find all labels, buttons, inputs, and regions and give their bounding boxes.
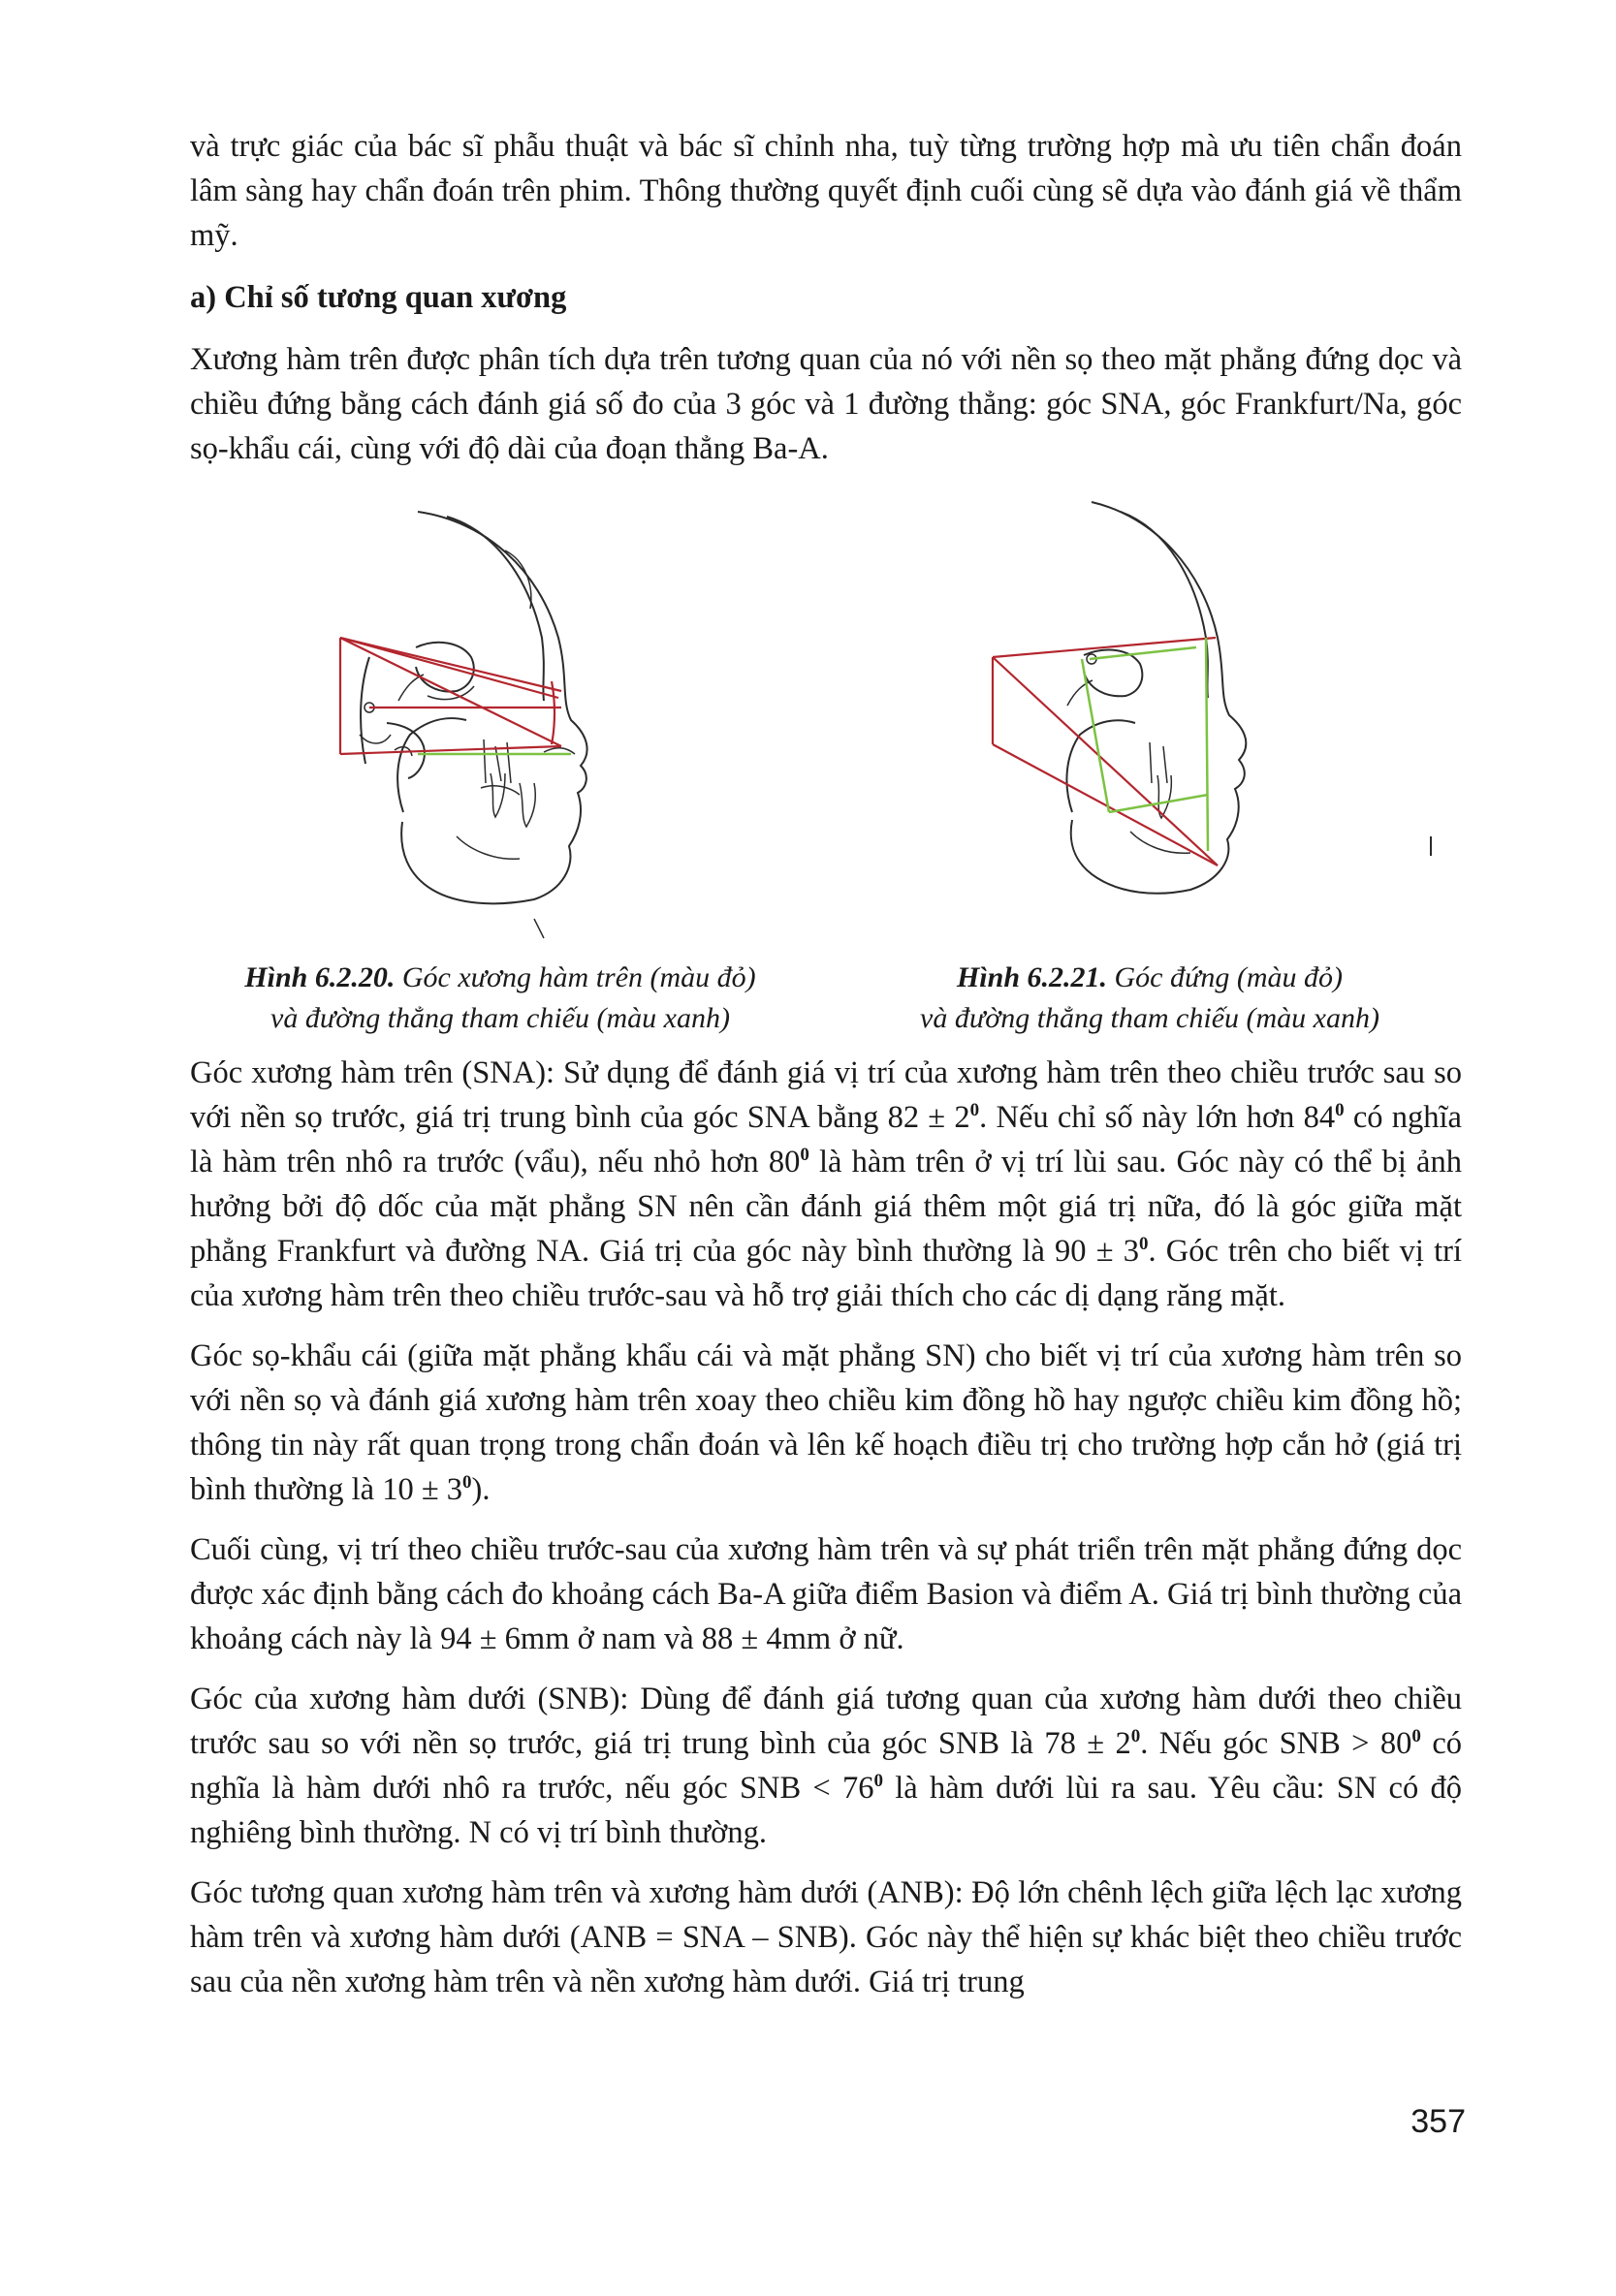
caption-text: Góc đứng (màu đỏ)	[1107, 961, 1344, 993]
degree-superscript: 0	[1130, 1726, 1141, 1747]
text-run: là hàm dưới lùi ra sau. Yêu cầu: SN có độ nghiêng bình thường. N có vị trí bình thường.	[190, 1771, 1462, 1850]
figure-caption-6-2-21	[859, 958, 1441, 1039]
figure-6-2-21	[975, 492, 1441, 948]
figure-captions	[190, 958, 1462, 1051]
paragraph-maxilla-analysis: Xương hàm trên được phân tích dựa trên tương quan của nó với nền sọ theo mặt phẳng đứng dọc và chiều đứng bằng cách đánh giá số đo của 3 góc và 1 đường thẳng: góc SNA, góc Frankfurt/Na, góc sọ-khẩu cái, cùng với độ dài của đoạn thẳng Ba-A.	[190, 342, 1462, 466]
text-run: . Góc trên cho biết vị trí của xương hàm trên theo chiều trước-sau và hỗ trợ giải thích cho các dị dạng răng mặt.	[190, 1234, 1463, 1313]
text-run: có nghĩa là hàm trên nhô ra trước (vẩu), nếu nhỏ hơn 80	[190, 1100, 1462, 1179]
figure-6-2-20	[301, 492, 767, 948]
degree-superscript: 0	[1411, 1726, 1421, 1747]
text-run: có nghĩa là hàm dưới nhô ra trước, nếu góc SNB < 76	[190, 1726, 1462, 1806]
caption-text: và đường thẳng tham chiếu (màu xanh)	[920, 1002, 1379, 1034]
section-heading: a) Chỉ số tương quan xương	[190, 280, 567, 315]
paragraph-snb-angle	[190, 1677, 1462, 1855]
figure-row	[190, 492, 1462, 958]
degree-superscript: 0	[969, 1100, 980, 1121]
figure-label: Hình 6.2.21.	[956, 961, 1108, 993]
page-number: 357	[1410, 2103, 1466, 2140]
text-run: Góc sọ-khẩu cái (giữa mặt phẳng khẩu cái và mặt phẳng SN) cho biết vị trí của xương hàm trên so với nền sọ và đánh giá xương hàm trên xoay theo chiều kim đồng hồ hay ngược chiều kim đồng hồ; thông tin này rất quan trọng trong chẩn đoán và lên kế hoạch điều trị cho trường hợp cắn hở (giá trị bình thường là 10 ± 3	[190, 1338, 1462, 1507]
paragraph-anb-angle: Góc tương quan xương hàm trên và xương hàm dưới (ANB): Độ lớn chênh lệch giữa lệch lạc xương hàm trên và xương hàm dưới (ANB = SNA – SNB). Góc này thể hiện sự khác biệt theo chiều trước sau của nền xương hàm trên và nền xương hàm dưới. Giá trị trung	[190, 1875, 1462, 1999]
degree-superscript: 0	[800, 1145, 809, 1166]
caption-text: Góc xương hàm trên (màu đỏ)	[395, 961, 756, 993]
paragraph-palatal-angle	[190, 1334, 1462, 1512]
degree-superscript: 0	[462, 1472, 472, 1494]
text-run: . Nếu chỉ số này lớn hơn 84	[979, 1100, 1336, 1135]
degree-superscript: 0	[873, 1771, 883, 1792]
figure-caption-6-2-20	[200, 958, 801, 1039]
caption-text: và đường thẳng tham chiếu (màu xanh)	[270, 1002, 730, 1034]
text-run: Góc xương hàm trên (SNA): Sử dụng để đánh giá vị trí của xương hàm trên theo chiều trước sau so với nền sọ trước, giá trị trung bình của góc SNA bằng 82 ± 2	[190, 1055, 1462, 1135]
degree-superscript: 0	[1335, 1100, 1345, 1121]
intro-paragraph: và trực giác của bác sĩ phẫu thuật và bác sĩ chỉnh nha, tuỳ từng trường hợp mà ưu tiên chẩn đoán lâm sàng hay chẩn đoán trên phim. Thông thường quyết định cuối cùng sẽ dựa vào đánh giá về thẩm mỹ.	[190, 129, 1462, 253]
text-run: là hàm trên ở vị trí lùi sau. Góc này có thể bị ảnh hưởng bởi độ dốc của mặt phẳng SN nên cần đánh giá thêm một giá trị nữa, đó là góc giữa mặt phẳng Frankfurt và đường NA. Giá trị của góc này bình thường là 90 ± 3	[190, 1145, 1462, 1269]
cephalometric-tracing-vertical-angle	[975, 492, 1441, 948]
text-run: . Nếu góc SNB > 80	[1140, 1726, 1412, 1761]
cephalometric-tracing-maxilla-angle	[301, 492, 767, 948]
text-run: Góc của xương hàm dưới (SNB): Dùng để đánh giá tương quan của xương hàm dưới theo chiều trước sau so với nền sọ trước, giá trị trung bình của góc SNB là 78 ± 2	[190, 1682, 1462, 1761]
figure-label: Hình 6.2.20.	[244, 961, 396, 993]
page-content	[190, 124, 1462, 2004]
degree-superscript: 0	[1138, 1234, 1149, 1255]
paragraph-ba-a-distance: Cuối cùng, vị trí theo chiều trước-sau của xương hàm trên và sự phát triển trên mặt phẳng đứng dọc được xác định bằng cách đo khoảng cách Ba-A giữa điểm Basion và điểm A. Giá trị bình thường của khoảng cách này là 94 ± 6mm ở nam và 88 ± 4mm ở nữ.	[190, 1532, 1462, 1656]
text-run: ).	[471, 1472, 491, 1507]
paragraph-sna-angle	[190, 1051, 1462, 1318]
